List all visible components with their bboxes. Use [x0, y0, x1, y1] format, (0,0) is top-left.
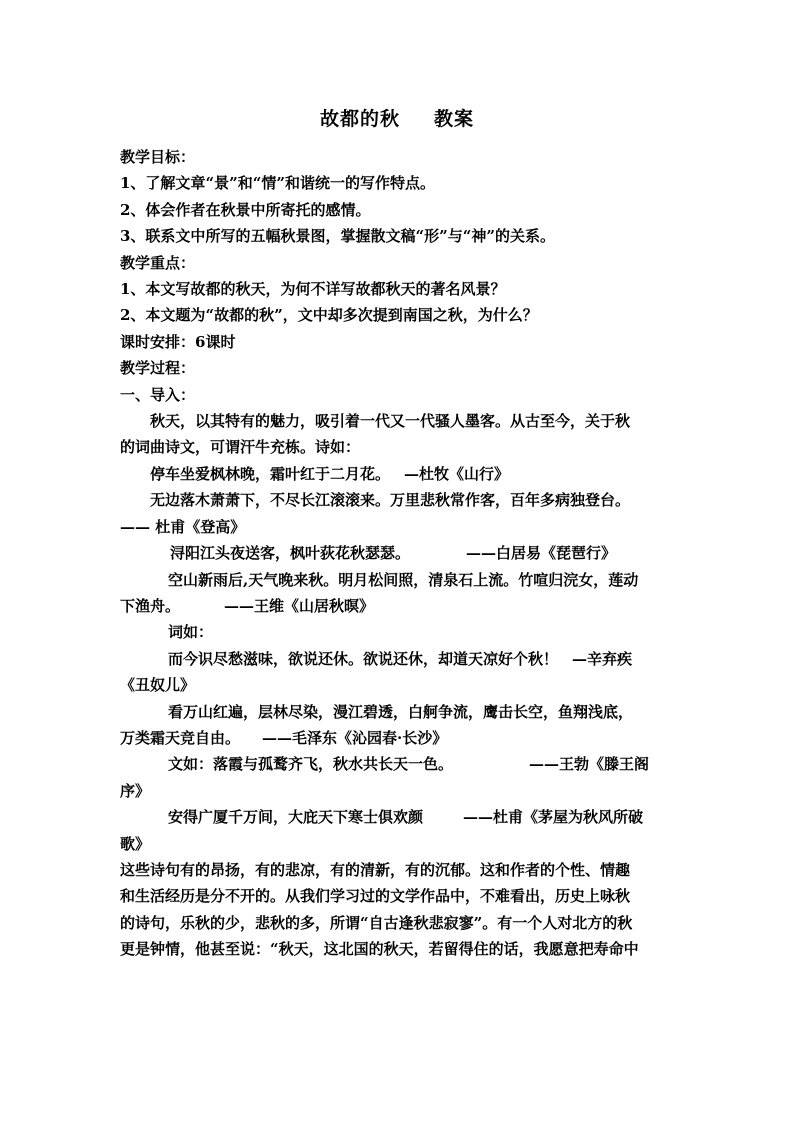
- objective-2: 2、体会作者在秋景中所寄托的感情。: [120, 200, 371, 219]
- poem-text: 下渔舟。: [120, 596, 181, 615]
- paragraph-line: 这些诗句有的昂扬，有的悲凉，有的清新，有的沉郁。这和作者的个性、情趣: [120, 860, 631, 879]
- heading-objectives: 教学目标：: [120, 148, 196, 166]
- poem-source: ——杜甫《茅屋为秋风所破: [463, 808, 644, 827]
- heading-key-points: 教学重点：: [120, 253, 196, 272]
- subheading-ci: 词如：: [168, 623, 214, 642]
- poem-line: [120, 540, 676, 566]
- poem-text: 浔阳江头夜送客，枫叶荻花秋瑟瑟。: [170, 544, 411, 563]
- poem-source: ——王勃《滕王阁: [529, 755, 650, 774]
- document-title: [0, 104, 794, 131]
- poem-text: 而今识尽愁滋味，欲说还休。欲说还休，却道天凉好个秋！: [168, 649, 559, 668]
- poem-source: ——白居易《琵琶行》: [466, 544, 617, 563]
- paragraph-line: 和生活经历是分不开的。从我们学习过的文学作品中，不难看出，历史上咏秋: [120, 887, 631, 906]
- poem-source: 《丑奴儿》: [120, 676, 196, 695]
- poem-line: [120, 461, 676, 487]
- paragraph-line: 秋天，以其特有的魅力，吸引着一代又一代骚人墨客。从古至今，关于秋: [150, 412, 631, 431]
- paragraph-line: 的诗句，乐秋的少，悲秋的多，所谓“自古逢秋悲寂寥”。有一个人对北方的秋: [120, 913, 633, 932]
- poem-line: 空山新雨后,天气晚来秋。明月松间照，清泉石上流。竹喧归浣女，莲动: [168, 570, 639, 589]
- section-intro-heading: 一、导入：: [120, 385, 196, 404]
- objective-1: 1、了解文章“景”和“情”和谐统一的写作特点。: [120, 174, 435, 193]
- schedule-line: 课时安排：6课时: [120, 332, 236, 351]
- poem-line: [120, 646, 676, 672]
- poem-line: 无边落木萧萧下，不尽长江滚滚来。万里悲秋常作客，百年多病独登台。: [150, 491, 631, 510]
- title-sub: 教案: [434, 108, 475, 130]
- poem-line: [120, 725, 676, 751]
- poem-source: 歌》: [120, 834, 151, 853]
- poem-line: [120, 593, 676, 619]
- key-point-1: 1、本文写故都的秋天，为何不详写故都秋天的著名风景？: [120, 280, 506, 299]
- poem-text: 停车坐爱枫林晚，霜叶红于二月花。: [150, 464, 391, 483]
- paragraph-line: 更是钟情，他甚至说：“秋天，这北国的秋天，若留得住的话，我愿意把寿命中: [120, 940, 639, 959]
- objective-3: 3、联系文中所写的五幅秋景图，掌握散文稿“形”与“神”的关系。: [120, 227, 555, 246]
- poem-source: —— 杜甫《登高》: [120, 517, 246, 536]
- key-point-2: 2、本文题为“故都的秋”，文中却多次提到南国之秋，为什么？: [120, 306, 538, 325]
- poem-source: ——王维《山居秋暝》: [224, 596, 375, 615]
- poem-source: 序》: [120, 781, 151, 800]
- poem-text: 万类霜天竞自由。: [120, 728, 241, 747]
- poem-source: —杜牧《山行》: [404, 464, 510, 483]
- poem-source: ——毛泽东《沁园春·长沙》: [262, 728, 448, 747]
- poem-line: [120, 804, 676, 830]
- title-main: 故都的秋: [319, 108, 400, 130]
- poem-source: —辛弃疾: [572, 649, 633, 668]
- document-body: [120, 144, 676, 963]
- heading-process: 教学过程：: [120, 359, 196, 378]
- paragraph-line: 的词曲诗文，可谓汗牛充栋。诗如：: [120, 438, 361, 457]
- poem-line: 看万山红遍，层林尽染，漫江碧透，白舸争流，鹰击长空，鱼翔浅底，: [168, 702, 634, 721]
- poem-line: [120, 751, 676, 777]
- poem-text: 安得广厦千万间，大庇天下寒士俱欢颜: [168, 808, 424, 827]
- poem-text: 文如：落霞与孤鹜齐飞，秋水共长天一色。: [168, 755, 454, 774]
